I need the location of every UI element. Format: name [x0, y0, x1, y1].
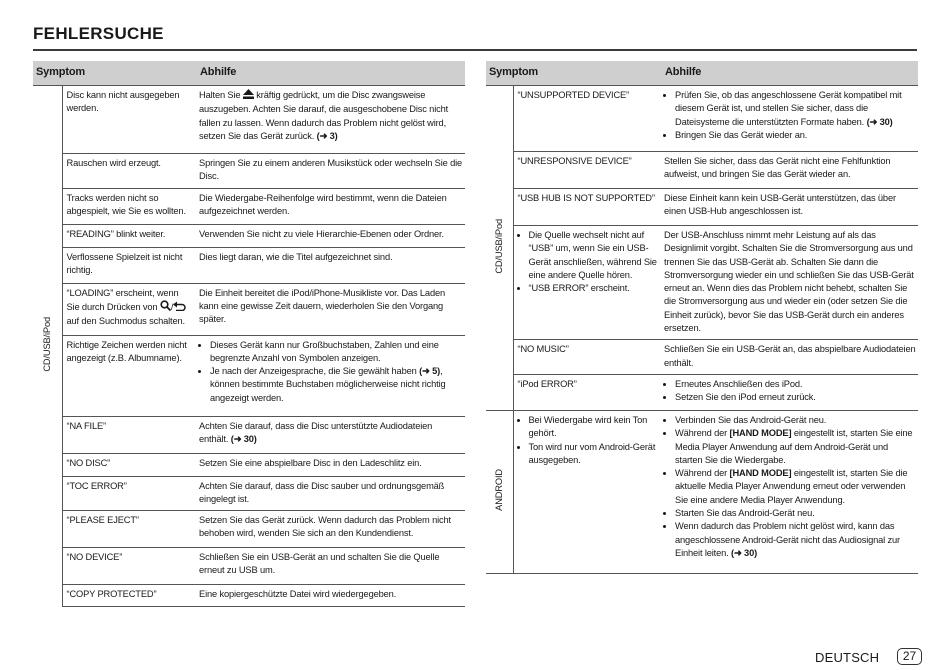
remedy-text: kräftig gedrückt, um die Disc zwangsweise auszugeben. Achten Sie darauf, die ausgeschobene Disc nicht fallen zu lassen. Wenn dadurch das Problem nicht gelöst wird, setzen Sie das Gerät zurück.	[199, 90, 449, 141]
remedy-cell	[195, 335, 465, 416]
setting-key: [HAND MODE]	[729, 428, 792, 439]
bullet-text: Während der	[675, 468, 728, 479]
page-reference: (➜ 30)	[230, 433, 257, 444]
symptom-cell	[513, 226, 660, 340]
bullet-item	[675, 89, 916, 129]
remedy-text: Achten Sie darauf, dass die Disc unterstützte Audiodateien enthält.	[199, 420, 433, 444]
symptom-cell: “COPY PROTECTED”	[62, 585, 195, 607]
remedy-header: Abhilfe	[195, 61, 465, 86]
bullet-text: Wenn dadurch das Problem nicht gelöst wird, kann das angeschlossene Android-Gerät nicht das Audiosignal zur Einheit leiten.	[675, 521, 901, 558]
symptom-cell: “NO MUSIC”	[513, 340, 660, 375]
bullet-item: • Verbinden Sie das Android-Gerät neu.	[675, 414, 916, 427]
bullet-item: • “USB ERROR” erscheint.	[529, 282, 659, 295]
symptom-header: Symptom	[33, 61, 195, 86]
symptom-cell	[513, 410, 660, 573]
bullet-text: eingestellt ist, starten Sie die aktuelle Media Player Anwendung erneut oder verwenden Sie eine andere Media Player Anwendung.	[675, 468, 908, 505]
symptom-cell: Verflossene Spielzeit ist nicht richtig.	[62, 247, 195, 283]
symptom-cell: “LOADING” erscheint, wenn Sie durch Drücken von / auf den Suchmodus schalten.	[62, 283, 195, 335]
remedy-cell	[195, 416, 465, 453]
symptom-cell: “TOC ERROR”	[62, 476, 195, 511]
symptom-cell: “UNRESPONSIVE DEVICE”	[513, 152, 660, 189]
bullet-item: • Ton wird nur vom Android-Gerät ausgegeben.	[529, 441, 659, 468]
remedy-cell: Schließen Sie ein USB-Gerät an und schalten Sie die Quelle erneut zu USB um.	[195, 548, 465, 585]
category-label: CD/USB/iPod	[41, 316, 52, 372]
bullet-item: • Bringen Sie das Gerät wieder an.	[675, 129, 916, 142]
symptom-cell: “UNSUPPORTED DEVICE”	[513, 86, 660, 152]
bullet-item	[675, 520, 916, 560]
remedy-text: Halten Sie	[199, 90, 241, 100]
symptom-cell: Richtige Zeichen werden nicht angezeigt (z.B. Albumname).	[62, 335, 195, 416]
remedy-cell: Diese Einheit kann kein USB-Gerät unterstützen, das über einen USB-Hub angeschlossen ist.	[660, 189, 918, 226]
remedy-cell	[660, 374, 918, 410]
bullet-item: • Dieses Gerät kann nur Großbuchstaben, Zahlen und eine begrenzte Anzahl von Symbolen anzeigen.	[210, 339, 463, 366]
remedy-header: Abhilfe	[660, 61, 918, 86]
symptom-cell: “READING” blinkt weiter.	[62, 224, 195, 247]
remedy-cell: Der USB-Anschluss nimmt mehr Leistung auf als das Designlimit vorgibt. Schalten Sie die Stromversorgung aus und trennen Sie das USB-Gerät ab. Schalten Sie dann die Stromversorgung wieder ein und schließen Sie das USB-Gerät erneut an. Wenn dies das Problem nicht behebt, schalten Sie die Stromversorgung aus und wieder ein (oder setzen Sie die Einheit zurück), bevor Sie das USB-Gerät durch ein anderes ersetzen.	[660, 226, 918, 340]
symptom-cell: “NO DEVICE”	[62, 548, 195, 585]
category-cd-usb-ipod	[33, 86, 62, 607]
bullet-item	[210, 365, 463, 405]
bullet-item: • Setzen Sie den iPod erneut zurück.	[675, 391, 916, 404]
symptom-cell: Tracks werden nicht so abgespielt, wie Sie es wollten.	[62, 188, 195, 224]
remedy-cell: Setzen Sie eine abspielbare Disc in den Ladeschlitz ein.	[195, 453, 465, 476]
symptom-cell: “PLEASE EJECT”	[62, 511, 195, 548]
remedy-cell: Die Einheit bereitet die iPod/iPhone-Musikliste vor. Das Laden kann eine gewisse Zeit dauern, wiederholen Sie den Vorgang später.	[195, 283, 465, 335]
bullet-item	[675, 427, 916, 467]
remedy-cell: Setzen Sie das Gerät zurück. Wenn dadurch das Problem nicht behoben wird, wenden Sie sich an den Kundendienst.	[195, 511, 465, 548]
bullet-text: Prüfen Sie, ob das angeschlossene Gerät kompatibel mit diesem Gerät ist, und stellen Sie sicher, dass die Dateisysteme die unterstützten Formate haben.	[675, 90, 902, 127]
symptom-cell: “iPod ERROR”	[513, 374, 660, 410]
search-icon	[160, 300, 171, 315]
page-reference: (➜ 30)	[866, 116, 893, 127]
page-title: FEHLERSUCHE	[33, 24, 164, 43]
right-troubleshooting-table	[486, 61, 918, 574]
bullet-item: • Erneutes Anschließen des iPod.	[675, 378, 916, 391]
symptom-cell: “NO DISC”	[62, 453, 195, 476]
page-number: 27	[897, 648, 922, 665]
page-reference: (➜ 5)	[419, 366, 441, 377]
remedy-cell	[660, 86, 918, 152]
page-reference: (➜ 30)	[731, 547, 758, 558]
symptom-cell: “NA FILE”	[62, 416, 195, 453]
title-rule	[33, 49, 917, 51]
remedy-cell: Achten Sie darauf, dass die Disc sauber und ordnungsgemäß eingelegt ist.	[195, 476, 465, 511]
remedy-cell	[660, 410, 918, 573]
footer-language: DEUTSCH	[815, 650, 880, 665]
back-arrow-icon	[173, 301, 186, 315]
category-label: CD/USB/iPod	[493, 218, 504, 274]
symptom-header: Symptom	[486, 61, 660, 86]
page-reference: (➜ 3)	[316, 130, 338, 141]
symptom-cell: Rauschen wird erzeugt.	[62, 154, 195, 189]
bullet-item: • Starten Sie das Android-Gerät neu.	[675, 507, 916, 520]
bullet-text: , können bestimmte Buchstaben möglicherweise nicht richtig angezeigt werden.	[210, 366, 446, 403]
remedy-cell: Schließen Sie ein USB-Gerät an, das abspielbare Audiodateien enthält.	[660, 340, 918, 375]
category-label: ANDROID	[493, 468, 504, 511]
left-troubleshooting-table	[33, 61, 465, 607]
bullet-text: eingestellt ist, starten Sie eine Media Player Anwendung auf dem Android-Gerät und starten Sie die Wiedergabe.	[675, 428, 913, 465]
symptom-text: “LOADING” erscheint, wenn Sie durch Drücken von	[66, 287, 179, 312]
symptom-cell: Disc kann nicht ausgegeben werden.	[62, 86, 195, 154]
bullet-text: Je nach der Anzeigesprache, die Sie gewählt haben	[210, 366, 417, 377]
category-android	[486, 410, 513, 573]
symptom-cell: “USB HUB IS NOT SUPPORTED”	[513, 189, 660, 226]
remedy-cell: Dies liegt daran, wie die Titel aufgezeichnet sind.	[195, 247, 465, 283]
remedy-cell: Die Wiedergabe-Reihenfolge wird bestimmt, wenn die Dateien aufgezeichnet werden.	[195, 188, 465, 224]
remedy-cell: Eine kopiergeschützte Datei wird wiedergegeben.	[195, 585, 465, 607]
eject-icon	[243, 89, 254, 103]
bullet-item: • Die Quelle wechselt nicht auf “USB” um, wenn Sie ein USB-Gerät anschließen, während Sie eine andere Quelle hören.	[529, 229, 659, 282]
bullet-item: • Bei Wiedergabe wird kein Ton gehört.	[529, 414, 659, 441]
remedy-cell: Stellen Sie sicher, dass das Gerät nicht eine Fehlfunktion aufweist, und bringen Sie das Gerät wieder an.	[660, 152, 918, 189]
remedy-cell	[195, 86, 465, 154]
setting-key: [HAND MODE]	[729, 468, 792, 479]
bullet-item	[675, 467, 916, 507]
symptom-text: auf den Suchmodus schalten.	[66, 316, 185, 327]
remedy-cell: Springen Sie zu einem anderen Musikstück oder wechseln Sie die Disc.	[195, 154, 465, 189]
remedy-cell: Verwenden Sie nicht zu viele Hierarchie-Ebenen oder Ordner.	[195, 224, 465, 247]
category-cd-usb-ipod	[486, 86, 513, 411]
bullet-text: Während der	[675, 428, 728, 439]
